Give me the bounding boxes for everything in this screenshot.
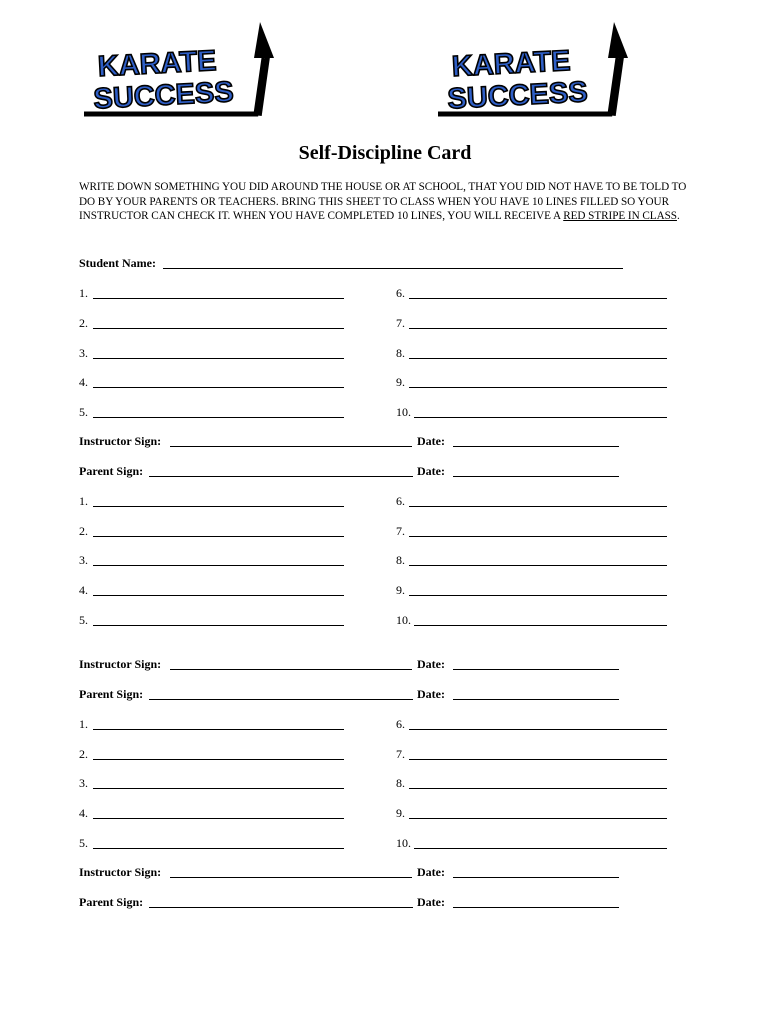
entry-number: 5. bbox=[79, 405, 88, 419]
entry-input-line[interactable] bbox=[414, 625, 667, 626]
date-label: Date: bbox=[417, 434, 445, 448]
student-name-label: Student Name: bbox=[79, 256, 156, 270]
entry-input-line[interactable] bbox=[409, 328, 667, 329]
date-label: Date: bbox=[417, 895, 445, 909]
entry-input-line[interactable] bbox=[93, 298, 344, 299]
instructor-sign-line[interactable] bbox=[170, 877, 412, 878]
entry-input-line[interactable] bbox=[93, 328, 344, 329]
entry-input-line[interactable] bbox=[93, 387, 344, 388]
entry-input-line[interactable] bbox=[409, 788, 667, 789]
entry-number: 6. bbox=[396, 494, 405, 508]
entry-input-line[interactable] bbox=[93, 536, 344, 537]
logo-text-karate: KARATE bbox=[97, 45, 218, 84]
student-name-line[interactable] bbox=[163, 268, 623, 269]
entry-number: 1. bbox=[79, 286, 88, 300]
entry-number: 1. bbox=[79, 494, 88, 508]
entry-input-line[interactable] bbox=[93, 625, 344, 626]
entry-number: 3. bbox=[79, 553, 88, 567]
entry-number: 9. bbox=[396, 806, 405, 820]
entry-input-line[interactable] bbox=[93, 759, 344, 760]
instructions-paragraph bbox=[79, 180, 691, 224]
entry-input-line[interactable] bbox=[409, 387, 667, 388]
karate-success-logo-left bbox=[78, 18, 278, 120]
entry-number: 10. bbox=[396, 405, 411, 419]
instructor-sign-label: Instructor Sign: bbox=[79, 865, 162, 879]
entry-input-line[interactable] bbox=[93, 565, 344, 566]
entry-input-line[interactable] bbox=[414, 417, 667, 418]
parent-sign-line[interactable] bbox=[149, 699, 413, 700]
date-label: Date: bbox=[417, 865, 445, 879]
instructor-sign-line[interactable] bbox=[170, 446, 412, 447]
entry-number: 9. bbox=[396, 583, 405, 597]
date-label: Date: bbox=[417, 464, 445, 478]
entry-number: 6. bbox=[396, 286, 405, 300]
entry-input-line[interactable] bbox=[414, 848, 667, 849]
entry-number: 5. bbox=[79, 613, 88, 627]
page-title: Self-Discipline Card bbox=[298, 142, 472, 164]
instructor-sign-label: Instructor Sign: bbox=[79, 657, 162, 671]
entry-number: 5. bbox=[79, 836, 88, 850]
entry-number: 4. bbox=[79, 583, 88, 597]
parent-sign-label: Parent Sign: bbox=[79, 687, 144, 701]
parent-sign-label: Parent Sign: bbox=[79, 895, 144, 909]
entry-number: 7. bbox=[396, 316, 405, 330]
entry-number: 7. bbox=[396, 524, 405, 538]
entry-input-line[interactable] bbox=[409, 298, 667, 299]
date-line[interactable] bbox=[453, 877, 619, 878]
instructor-sign-label: Instructor Sign: bbox=[79, 434, 162, 448]
entry-number: 10. bbox=[396, 613, 411, 627]
logo-text-success: SUCCESS bbox=[446, 76, 589, 116]
entry-input-line[interactable] bbox=[93, 506, 344, 507]
entry-number: 7. bbox=[396, 747, 405, 761]
logo-text-success: SUCCESS bbox=[92, 76, 235, 116]
entry-number: 2. bbox=[79, 524, 88, 538]
entry-number: 4. bbox=[79, 806, 88, 820]
entry-input-line[interactable] bbox=[409, 818, 667, 819]
instructions-underlined: RED STRIPE IN CLASS bbox=[563, 210, 677, 223]
entry-input-line[interactable] bbox=[93, 595, 344, 596]
parent-sign-line[interactable] bbox=[149, 907, 413, 908]
entry-number: 8. bbox=[396, 553, 405, 567]
logo-text-karate: KARATE bbox=[451, 45, 572, 84]
entry-input-line[interactable] bbox=[93, 848, 344, 849]
entry-input-line[interactable] bbox=[409, 595, 667, 596]
entry-input-line[interactable] bbox=[93, 788, 344, 789]
date-label: Date: bbox=[417, 687, 445, 701]
entry-input-line[interactable] bbox=[93, 729, 344, 730]
entry-number: 3. bbox=[79, 776, 88, 790]
entry-number: 1. bbox=[79, 717, 88, 731]
karate-success-logo-right bbox=[432, 18, 632, 120]
instructions-text: WRITE DOWN SOMETHING YOU DID AROUND THE HOUSE OR AT SCHOOL, THAT YOU DID NOT HAVE TO BE TOLD TO DO BY YOUR PARENTS OR TEACHERS. BRING THIS SHEET TO CLASS WHEN YOU HAVE 10 LINES FILLED SO YOUR INSTRUCTOR CAN CHECK IT. WHEN YOU HAVE COMPLETED 10 LINES, YOU WILL RECEIVE A bbox=[79, 181, 687, 223]
parent-sign-label: Parent Sign: bbox=[79, 464, 144, 478]
date-label: Date: bbox=[417, 657, 445, 671]
entry-number: 2. bbox=[79, 747, 88, 761]
entry-input-line[interactable] bbox=[409, 536, 667, 537]
entry-input-line[interactable] bbox=[409, 729, 667, 730]
instructions-end: . bbox=[676, 210, 680, 223]
date-line[interactable] bbox=[453, 476, 619, 477]
entry-input-line[interactable] bbox=[409, 506, 667, 507]
entry-number: 3. bbox=[79, 346, 88, 360]
entry-input-line[interactable] bbox=[409, 565, 667, 566]
entry-input-line[interactable] bbox=[93, 417, 344, 418]
entry-number: 8. bbox=[396, 346, 405, 360]
date-line[interactable] bbox=[453, 699, 619, 700]
date-line[interactable] bbox=[453, 669, 619, 670]
entry-number: 4. bbox=[79, 375, 88, 389]
entry-number: 8. bbox=[396, 776, 405, 790]
entry-number: 10. bbox=[396, 836, 411, 850]
entry-number: 6. bbox=[396, 717, 405, 731]
date-line[interactable] bbox=[453, 907, 619, 908]
entry-input-line[interactable] bbox=[93, 818, 344, 819]
entry-input-line[interactable] bbox=[409, 759, 667, 760]
entry-number: 2. bbox=[79, 316, 88, 330]
entry-input-line[interactable] bbox=[93, 358, 344, 359]
date-line[interactable] bbox=[453, 446, 619, 447]
instructor-sign-line[interactable] bbox=[170, 669, 412, 670]
entry-number: 9. bbox=[396, 375, 405, 389]
parent-sign-line[interactable] bbox=[149, 476, 413, 477]
entry-input-line[interactable] bbox=[409, 358, 667, 359]
